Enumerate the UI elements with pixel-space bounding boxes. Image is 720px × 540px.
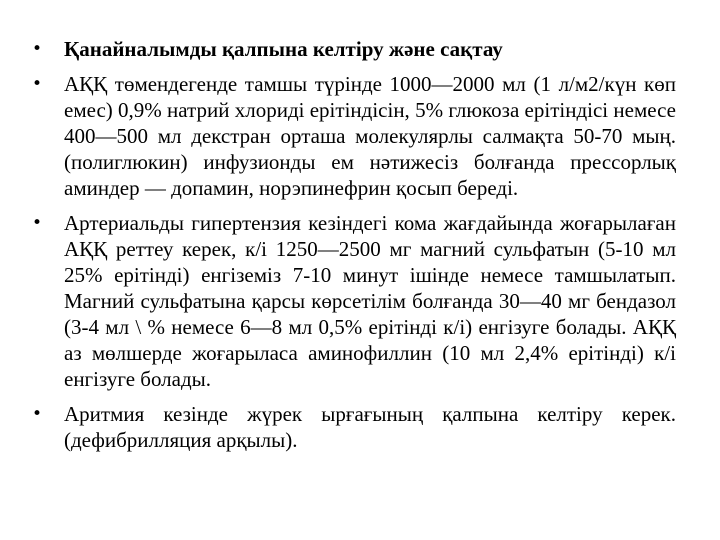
bullet-icon: • — [32, 213, 43, 233]
bullet-icon: • — [32, 39, 43, 59]
bullet-item-hypertension — [30, 210, 676, 392]
bullet-item-blood-pressure-low — [30, 71, 676, 201]
bullet-icon: • — [32, 404, 43, 424]
paragraph-text: Артериальды гипертензия кезіндегі кома жағдайында жоғарылаған АҚҚ реттеу керек, к/і 1250—2500 мг магний сульфатын (5-10 мл 25% ерітінді) енгіземіз 7-10 минут ішінде немесе тамшылатып. Магний сульфатына қарсы көрсетілім болғанда 30—40 мг бендазол (3-4 мл \ % немесе 6—8 мл 0,5% ерітінді к/і) енгізуге болады. АҚҚ аз мөлшерде жоғарыласа аминофиллин (10 мл 2,4% ерітінді) к/і енгізуге болады. — [64, 211, 676, 391]
paragraph-text: АҚҚ төмендегенде тамшы түрінде 1000—2000 мл (1 л/м2/күн көп емес) 0,9% натрий хлориді ерітіндісін, 5% глюкоза ерітіндісі немесе 400—500 мл декстран орташа молекулярлы салмақта 50-70 мың. (полиглюкин) инфузионды ем нәтижесіз болғанда прессорлық аминдер — допамин, норэпинефрин қосып береді. — [64, 72, 676, 200]
heading-text: Қанайналымды қалпына келтіру және сақтау — [64, 37, 503, 61]
paragraph-text: Аритмия кезінде жүрек ырғағының қалпына келтіру керек. (дефибрилляция арқылы). — [64, 402, 676, 452]
bullet-list — [30, 36, 676, 462]
bullet-item-arrhythmia — [30, 401, 676, 453]
bullet-item-heading — [30, 36, 676, 62]
bullet-icon: • — [32, 74, 43, 94]
